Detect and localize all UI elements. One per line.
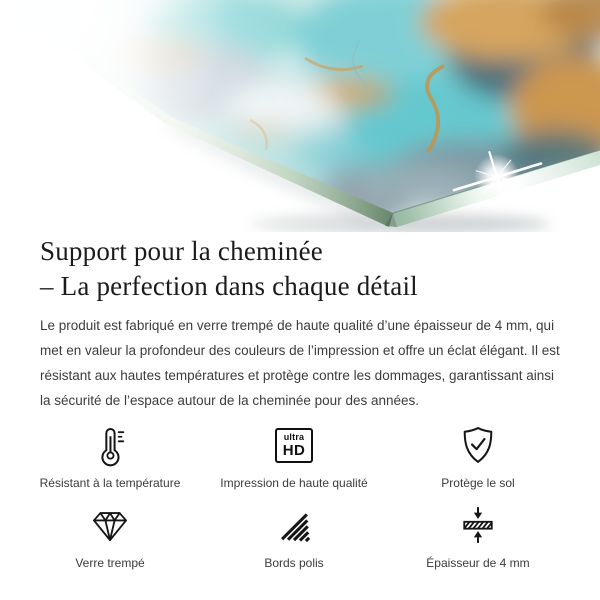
diamond-icon <box>88 503 132 547</box>
feature-label: Bords polis <box>264 556 324 570</box>
white-fade-top-left <box>0 0 600 232</box>
polished-edges-icon <box>272 503 316 547</box>
feature-protects-floor <box>386 423 570 490</box>
feature-label: Verre trempé <box>75 556 145 570</box>
ultra-hd-icon-text-bottom: HD <box>282 441 306 459</box>
thermometer-icon <box>88 423 132 467</box>
feature-tempered-glass <box>18 503 202 570</box>
ultra-hd-icon <box>275 423 313 467</box>
feature-label: Protège le sol <box>441 476 515 490</box>
feature-thickness <box>386 503 570 570</box>
page-title-line-2: – La perfection dans chaque détail <box>40 271 418 301</box>
feature-polished-edges <box>202 503 386 570</box>
feature-label: Résistant à la température <box>39 476 181 490</box>
feature-label: Impression de haute qualité <box>220 476 368 490</box>
feature-temperature-resistant <box>18 423 202 490</box>
page-title <box>40 234 560 304</box>
features-grid <box>0 423 600 570</box>
ultra-hd-icon-text-top: ultra <box>283 431 305 442</box>
shield-check-icon <box>456 423 500 467</box>
glass-panel-photo <box>0 0 600 232</box>
feature-label: Épaisseur de 4 mm <box>426 556 530 570</box>
thickness-icon <box>456 503 500 547</box>
page-title-line-1: Support pour la cheminée <box>40 236 323 266</box>
product-photo <box>0 0 600 232</box>
product-description: Le produit est fabriqué en verre trempé de haute qualité d’une épaisseur de 4 mm, qui met en valeur la profondeur des couleurs de l’impression et offre un éclat élégant. Il est résistant aux hautes températures et protège contre les dommages, garantissant ainsi la sécurité de l’espace autour de la cheminée pour des années. <box>40 318 560 408</box>
feature-high-quality-print <box>202 423 386 490</box>
